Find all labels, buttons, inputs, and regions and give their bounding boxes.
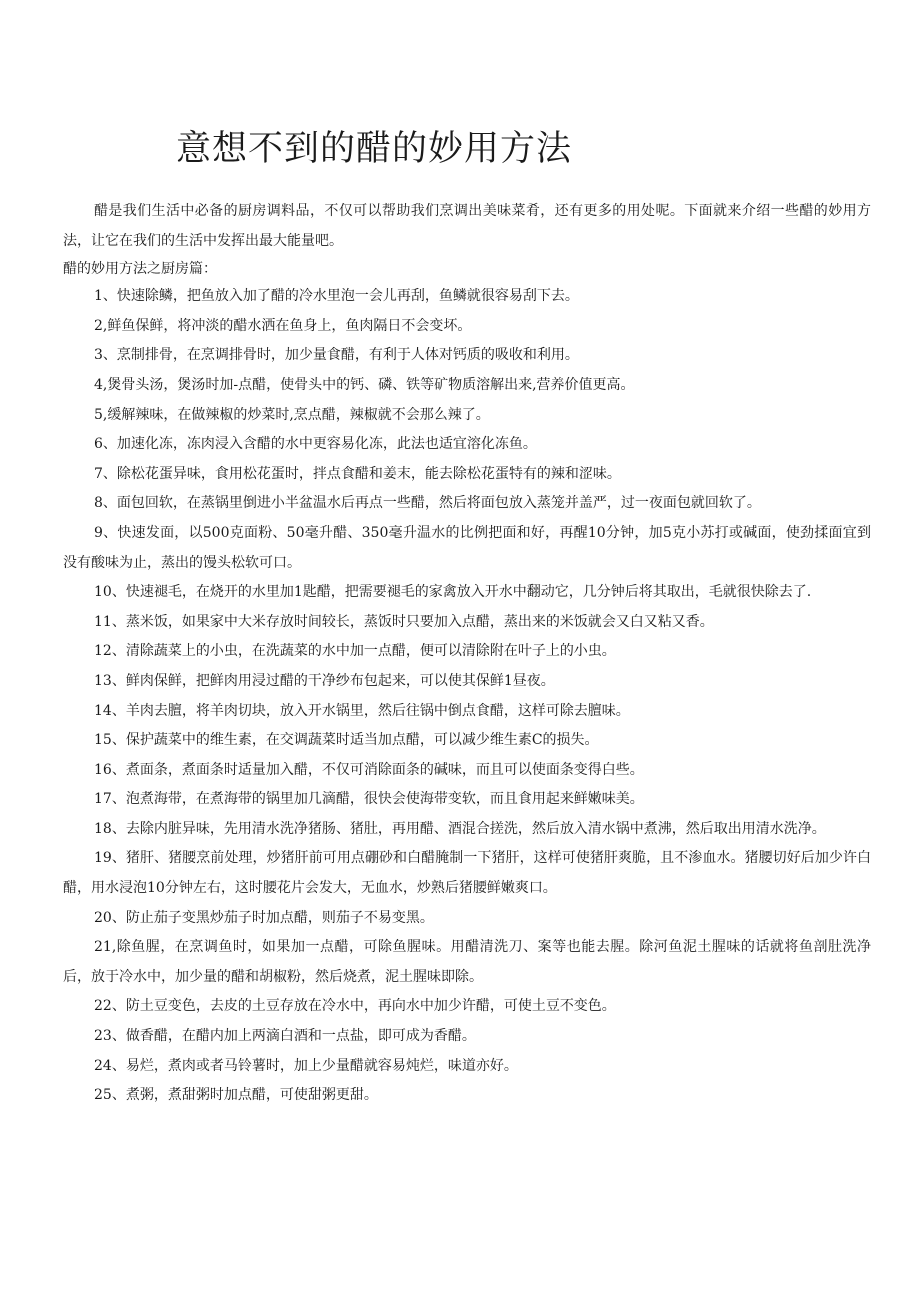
list-item: 21,除鱼腥，在烹调鱼时，如果加一点醋，可除鱼腥味。用醋清洗刀、案等也能去腥。除河鱼泥土腥味的话就将鱼剖肚洗净后，放于冷水中，加少量的醋和胡椒粉，然后烧煮，泥土腥味即除。 <box>63 939 871 985</box>
list-item: 12、清除蔬菜上的小虫，在洗蔬菜的水中加一点醋，便可以清除附在叶子上的小虫。 <box>94 643 616 660</box>
document-body <box>63 197 871 1111</box>
document-title: 意想不到的醋的妙用方法 <box>176 129 573 169</box>
tips-list <box>63 282 871 1111</box>
section-heading: 醋的妙用方法之厨房篇： <box>63 261 217 278</box>
list-item: 14、羊肉去膻，将羊肉切块，放入开水锅里，然后往锅中倒点食醋，这样可除去膻味。 <box>94 702 630 719</box>
list-item: 4,煲骨头汤，煲汤时加-点醋，使骨头中的钙、磷、铁等矿物质溶解出来,营养价值更高。 <box>94 376 635 393</box>
list-item: 24、易烂，煮肉或者马铃薯时，加上少量醋就容易炖烂，味道亦好。 <box>94 1057 518 1074</box>
list-item: 16、煮面条，煮面条时适量加入醋，不仅可消除面条的碱味，而且可以使面条变得白些。 <box>94 761 644 778</box>
list-item: 9、快速发面，以500克面粉、50毫升醋、350毫升温水的比例把面和好，再醒10分钟，加5克小苏打或碱面，使劲揉面宜到没有酸味为止，蒸出的馒头松软可口。 <box>63 524 871 571</box>
list-item: 8、面包回软，在蒸锅里倒进小半盆温水后再点一些醋，然后将面包放入蒸笼并盖严，过一夜面包就回软了。 <box>94 495 761 512</box>
list-item: 6、加速化冻，冻肉浸入含醋的水中更容易化冻，此法也适宜溶化冻鱼。 <box>94 436 537 453</box>
list-item: 11、蒸米饭，如果家中大米存放时间较长，蒸饭时只要加入点醋，蒸出来的米饭就会又白又粘又香。 <box>94 613 714 630</box>
list-item: 25、煮粥，煮甜粥时加点醋，可使甜粥更甜。 <box>94 1087 378 1104</box>
list-item: 15、保护蔬菜中的维生素，在交调蔬菜时适当加点醋，可以减少维生素C的损失。 <box>94 732 599 749</box>
list-item: 1、快速除鳞，把鱼放入加了醋的冷水里泡一会儿再刮，鱼鳞就很容易刮下去。 <box>94 288 579 305</box>
list-item: 3、烹制排骨，在烹调排骨时，加少量食醋，有利于人体对钙质的吸收和利用。 <box>94 347 579 364</box>
list-item: 10、快速褪毛，在烧开的水里加1匙醋，把需要褪毛的家禽放入开水中翻动它，几分钟后将其取出，毛就很快除去了. <box>94 584 812 601</box>
list-item: 22、防土豆变色，去皮的土豆存放在冷水中，再向水中加少许醋，可使土豆不变色。 <box>94 998 616 1015</box>
intro-paragraph: 醋是我们生活中必备的厨房调料品，不仅可以帮助我们烹调出美味菜肴，还有更多的用处呢。下面就来介绍一些醋的妙用方法，让它在我们的生活中发挥出最大能量吧。 <box>63 203 871 249</box>
list-item: 13、鲜肉保鲜，把鲜肉用浸过醋的干净纱布包起来，可以使其保鲜1昼夜。 <box>94 672 555 689</box>
list-item: 17、泡煮海带，在煮海带的锅里加几滴醋，很快会使海带变软，而且食用起来鲜嫩味美。 <box>94 791 644 808</box>
list-item: 23、做香醋，在醋内加上两滴白酒和一点盐，即可成为香醋。 <box>94 1028 476 1045</box>
list-item: 19、猪肝、猪腰烹前处理，炒猪肝前可用点硼砂和白醋腌制一下猪肝，这样可使猪肝爽脆，且不渗血水。猪腰切好后加少许白醋，用水浸泡10分钟左右，这时腰花片会发大，无血水，炒熟后猪腰鲜嫩爽口。 <box>63 850 871 897</box>
list-item: 20、防止茄子变黑炒茄子时加点醋，则茄子不易变黑。 <box>94 909 434 926</box>
list-item: 2,鲜鱼保鲜，将冲淡的醋水洒在鱼身上，鱼肉隔日不会变坏。 <box>94 317 472 334</box>
list-item: 5,缓解辣味，在做辣椒的炒菜时,烹点醋，辣椒就不会那么辣了。 <box>94 406 490 423</box>
list-item: 7、除松花蛋异味，食用松花蛋时，拌点食醋和姜末，能去除松花蛋特有的辣和涩味。 <box>94 465 621 482</box>
list-item: 18、去除内脏异味，先用清水洗净猪肠、猪肚，再用醋、酒混合搓洗，然后放入清水锅中煮沸，然后取出用清水洗净。 <box>94 820 826 837</box>
